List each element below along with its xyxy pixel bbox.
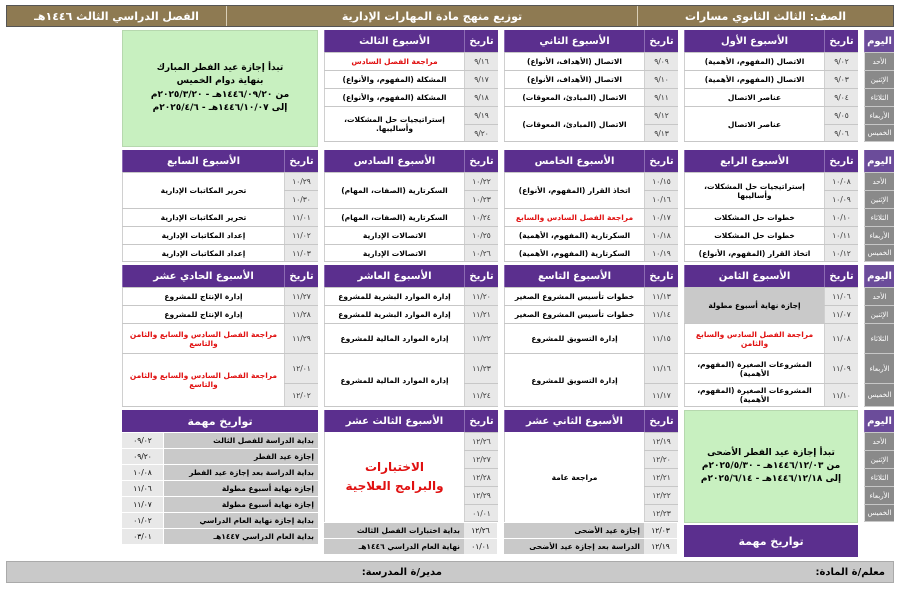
lesson-cell: خطوات تأسيس المشروع الصغير xyxy=(504,306,644,323)
band-2 xyxy=(6,150,894,262)
event-name: إجازة عيد الفطر xyxy=(164,449,318,464)
date-header: تاريخ xyxy=(824,30,858,52)
lesson-cell: اتخاذ القرار (المفهوم، الأنواع) xyxy=(684,245,824,261)
event-date: ١٢/٢٦ xyxy=(464,523,498,538)
day-cell: الثلاثاء xyxy=(864,324,894,353)
week-8 xyxy=(684,265,858,407)
date-cell: ١١/٢٣ xyxy=(464,354,498,383)
date-header: تاريخ xyxy=(644,30,678,52)
footer-bar xyxy=(6,561,894,583)
date-header: تاريخ xyxy=(644,410,678,432)
date-header: تاريخ xyxy=(284,150,318,172)
event-date: ١١/٠٦ xyxy=(122,481,164,496)
day-header: اليوم xyxy=(864,30,894,52)
day-cell: الأحد xyxy=(864,433,894,450)
week-title: الأسبوع العاشر xyxy=(324,265,464,287)
week-title: الأسبوع الحادي عشر xyxy=(122,265,284,287)
important-dates-title: تواريخ مهمة xyxy=(122,410,318,432)
day-cell: الثلاثاء xyxy=(864,209,894,226)
date-cell: ٩/٠٥ xyxy=(824,107,858,124)
lesson-cell: خطوات تأسيس المشروع الصغير xyxy=(504,288,644,305)
note-line: إلى ١٤٤٦/١٠/٠٧هـ - ٢٠٢٥/٤/٦م xyxy=(152,102,288,113)
date-cell: ١٢/٢٠ xyxy=(644,451,678,468)
date-cell: ١٠/٢٣ xyxy=(464,191,498,208)
lesson-cell: الاتصال (المفهوم، الأهمية) xyxy=(684,71,824,88)
eid-fitr-note xyxy=(122,30,318,147)
event-name: بداية الدراسة للفصل الثالث xyxy=(164,433,318,448)
lesson-cell: مراجعة الفصل السادس xyxy=(324,53,464,70)
lesson-cell: الاتصال (الأهداف، الأنواع) xyxy=(504,71,644,88)
event-date: ٠٣/٠١ xyxy=(122,529,164,544)
date-cell: ٩/٠٦ xyxy=(824,125,858,141)
lesson-cell: إدارة الإنتاج للمشروع xyxy=(122,288,284,305)
date-cell: ١٢/٢٧ xyxy=(464,451,498,468)
event-name: بداية اختبارات الفصل الثالث xyxy=(324,523,464,538)
class-label: الصف: الثالث الثانوي مسارات xyxy=(638,6,893,26)
date-cell: ٩/١٩ xyxy=(464,107,498,124)
event-name: بداية الدراسة بعد إجازة عيد الفطر xyxy=(164,465,318,480)
week-title: الأسبوع الرابع xyxy=(684,150,824,172)
day-column xyxy=(864,410,894,557)
lesson-cell: الاتصال (المبادئ، المعوقات) xyxy=(504,107,644,141)
important-dates-title-b: تواريخ مهمة xyxy=(684,525,858,557)
note-line: من ١٤٤٦/٠٩/٢٠هـ - ٢٠٢٥/٣/٢٠م xyxy=(150,89,290,100)
lesson-cell: الاتصال (الأهداف، الأنواع) xyxy=(504,53,644,70)
date-cell: ١١/١٦ xyxy=(644,354,678,383)
day-cell: الخميس xyxy=(864,245,894,261)
lesson-cell: مراجعة الفصل السادس والسابع والثامن والتاسع xyxy=(122,324,284,353)
date-cell: ١٠/٢٦ xyxy=(464,245,498,261)
event-name: إجازة عيد الأضحى xyxy=(504,523,644,538)
day-cell: الأربعاء xyxy=(864,487,894,504)
band-4 xyxy=(6,410,894,557)
date-cell: ٩/١٠ xyxy=(644,71,678,88)
lesson-cell: السكرتارية (المفهوم، الأهمية) xyxy=(504,245,644,261)
day-column xyxy=(864,150,894,262)
day-cell: الثلاثاء xyxy=(864,89,894,106)
date-cell: ٩/٠٢ xyxy=(824,53,858,70)
lesson-cell: إجازة نهاية أسبوع مطولة xyxy=(684,288,824,323)
date-cell: ٩/١٨ xyxy=(464,89,498,106)
day-header: اليوم xyxy=(864,265,894,287)
day-cell: الأربعاء xyxy=(864,354,894,383)
date-cell: ١٠/١١ xyxy=(824,227,858,244)
week-2 xyxy=(504,30,678,147)
date-cell: ١٠/٢٤ xyxy=(464,209,498,226)
week-title: الأسبوع الأول xyxy=(684,30,824,52)
event-name: نهاية العام الدراسي ١٤٤٦هـ xyxy=(324,539,464,554)
exams-line: والبرامج العلاجية xyxy=(345,479,444,493)
day-header: اليوم xyxy=(864,410,894,432)
date-cell: ١٢/٢٨ xyxy=(464,469,498,486)
day-cell: الأربعاء xyxy=(864,227,894,244)
lesson-cell: خطوات حل المشكلات xyxy=(684,209,824,226)
date-cell: ١٠/١٢ xyxy=(824,245,858,261)
event-name: إجازة نهاية أسبوع مطولة xyxy=(164,497,318,512)
lesson-cell: إستراتيجيات حل المشكلات، وأساليبها xyxy=(684,173,824,208)
week-13 xyxy=(324,410,498,557)
date-cell: ١١/٢٧ xyxy=(284,288,318,305)
lesson-cell: إدارة الموارد المالية للمشروع xyxy=(324,324,464,353)
date-cell: ١١/٢٠ xyxy=(464,288,498,305)
week-title: الأسبوع الثالث عشر xyxy=(324,410,464,432)
week-10 xyxy=(324,265,498,407)
date-cell: ٩/١١ xyxy=(644,89,678,106)
date-header: تاريخ xyxy=(464,30,498,52)
lesson-cell: إدارة التسويق للمشروع xyxy=(504,324,644,353)
day-column xyxy=(864,30,894,147)
week-title: الأسبوع السادس xyxy=(324,150,464,172)
header-bar xyxy=(6,5,894,27)
date-header: تاريخ xyxy=(824,150,858,172)
date-cell: ١٠/٣٠ xyxy=(284,191,318,208)
lesson-cell: السكرتارية (الصفات، المهام) xyxy=(324,209,464,226)
week-12 xyxy=(504,410,678,557)
date-cell: ١١/١٠ xyxy=(824,384,858,406)
date-cell: ١٠/٢٩ xyxy=(284,173,318,190)
lesson-cell: الاتصال (المفهوم، الأهمية) xyxy=(684,53,824,70)
lesson-cell: مراجعة الفصل السادس والسابع والثامن xyxy=(684,324,824,353)
week-6 xyxy=(324,150,498,262)
day-cell: الإثنين xyxy=(864,451,894,468)
general-review-cell: مراجعة عامة xyxy=(504,432,644,522)
day-cell: الخميس xyxy=(864,125,894,141)
date-cell: ٩/٠٩ xyxy=(644,53,678,70)
lesson-cell: المشكلة (المفهوم، والأنواع) xyxy=(324,71,464,88)
week-title: الأسبوع السابع xyxy=(122,150,284,172)
date-cell: ١١/٢٢ xyxy=(464,324,498,353)
event-name: بداية إجازة نهاية العام الدراسي xyxy=(164,513,318,528)
day-cell: الأحد xyxy=(864,288,894,305)
date-cell: ١٢/٢٦ xyxy=(464,433,498,450)
date-cell: ١٠/١٧ xyxy=(644,209,678,226)
lesson-cell: المشروعات الصغيرة (المفهوم، الأهمية) xyxy=(684,384,824,406)
exams-cell xyxy=(324,432,464,522)
lesson-cell: إعداد المكاتبات الإدارية xyxy=(122,245,284,261)
day-cell: الأربعاء xyxy=(864,107,894,124)
date-cell: ١٠/٢٢ xyxy=(464,173,498,190)
week-title: الأسبوع الثالث xyxy=(324,30,464,52)
day-cell: الثلاثاء xyxy=(864,469,894,486)
date-cell: ١٢/٢٣ xyxy=(644,505,678,521)
week-11 xyxy=(122,265,318,407)
event-name: إجازة نهاية أسبوع مطولة xyxy=(164,481,318,496)
lesson-cell: تحرير المكاتبات الإدارية xyxy=(122,209,284,226)
important-dates xyxy=(122,410,318,557)
date-cell: ٠١/٠١ xyxy=(464,505,498,521)
week-1 xyxy=(684,30,858,147)
teacher-signature-field: معلم/ة المادة: xyxy=(815,566,885,578)
day-cell: الإثنين xyxy=(864,306,894,323)
date-cell: ٩/١٢ xyxy=(644,107,678,124)
date-cell: ١٠/٠٨ xyxy=(824,173,858,190)
day-column xyxy=(864,265,894,407)
date-cell: ٩/٢٠ xyxy=(464,125,498,141)
principal-signature-field: مدير/ة المدرسة: xyxy=(361,566,442,578)
term-label: الفصل الدراسي الثالث ١٤٤٦هـ xyxy=(7,6,227,26)
lesson-cell: إستراتيجيات حل المشكلات، وأساليبها. xyxy=(324,107,464,141)
date-cell: ٩/٠٣ xyxy=(824,71,858,88)
event-name: بداية العام الدراسي ١٤٤٧هـ xyxy=(164,529,318,544)
date-cell: ١١/٠٢ xyxy=(284,227,318,244)
day-cell: الأحد xyxy=(864,173,894,190)
note-line: تبدأ إجازة عيد الفطر الأضحى xyxy=(707,447,835,458)
note-line: بنهاية دوام الخميس xyxy=(176,76,264,87)
lesson-cell: إعداد المكاتبات الإدارية xyxy=(122,227,284,244)
date-cell: ١٠/١٨ xyxy=(644,227,678,244)
date-cell: ١٢/٠٢ xyxy=(284,384,318,406)
date-cell: ٩/١٧ xyxy=(464,71,498,88)
date-header: تاريخ xyxy=(464,265,498,287)
date-cell: ٩/١٣ xyxy=(644,125,678,141)
date-cell: ١٢/٢٢ xyxy=(644,487,678,504)
event-name: الدراسة بعد إجازة عيد الأضحى xyxy=(504,539,644,554)
band-3 xyxy=(6,265,894,407)
week-title: الأسبوع الثامن xyxy=(684,265,824,287)
lesson-cell: عناصر الاتصال xyxy=(684,89,824,106)
note-line: من ١٤٤٦/١٢/٠٣هـ - ٢٠٢٥/٥/٣٠م xyxy=(701,460,841,471)
event-date: ١٠/٠٨ xyxy=(122,465,164,480)
day-header: اليوم xyxy=(864,150,894,172)
eid-adha-note xyxy=(684,410,858,523)
date-cell: ٩/١٦ xyxy=(464,53,498,70)
date-cell: ١٠/٢٥ xyxy=(464,227,498,244)
lesson-cell: السكرتارية (الصفات، المهام) xyxy=(324,173,464,208)
date-header: تاريخ xyxy=(284,265,318,287)
date-cell: ١١/٢٩ xyxy=(284,324,318,353)
week-3 xyxy=(324,30,498,147)
lesson-cell: خطوات حل المشكلات xyxy=(684,227,824,244)
week-7 xyxy=(122,150,318,262)
exams-line: الاختبارات xyxy=(364,459,425,474)
day-cell: الخميس xyxy=(864,505,894,521)
lesson-cell: إدارة الموارد المالية للمشروع xyxy=(324,354,464,406)
date-cell: ١١/١٧ xyxy=(644,384,678,406)
week-5 xyxy=(504,150,678,262)
week-9 xyxy=(504,265,678,407)
date-header: تاريخ xyxy=(464,410,498,432)
day-cell: الإثنين xyxy=(864,191,894,208)
day-cell: الخميس xyxy=(864,384,894,406)
week-title: الأسبوع الثاني xyxy=(504,30,644,52)
date-cell: ٩/٠٤ xyxy=(824,89,858,106)
lesson-cell: مراجعة الفصل السادس والسابع xyxy=(504,209,644,226)
lesson-cell: إدارة الإنتاج للمشروع xyxy=(122,306,284,323)
event-date: ١٢/١٩ xyxy=(644,539,678,554)
event-date: ١١/٠٧ xyxy=(122,497,164,512)
date-cell: ١٠/٠٩ xyxy=(824,191,858,208)
date-header: تاريخ xyxy=(644,265,678,287)
date-cell: ١١/٠٣ xyxy=(284,245,318,261)
date-cell: ١٢/٢١ xyxy=(644,469,678,486)
date-cell: ١١/١٣ xyxy=(644,288,678,305)
date-cell: ١١/٠٨ xyxy=(824,324,858,353)
note-line: إلى ١٤٤٦/١٢/١٨هـ - ٢٠٢٥/٦/١٤م xyxy=(700,474,842,485)
date-cell: ١٢/٠١ xyxy=(284,354,318,383)
band-1 xyxy=(6,30,894,147)
date-cell: ١١/٠١ xyxy=(284,209,318,226)
event-date: ٠١/٠٢ xyxy=(122,513,164,528)
date-cell: ١١/١٥ xyxy=(644,324,678,353)
lesson-cell: عناصر الاتصال xyxy=(684,107,824,141)
lesson-cell: إدارة الموارد البشرية للمشروع xyxy=(324,288,464,305)
date-cell: ١١/٢٤ xyxy=(464,384,498,406)
date-cell: ١٠/١٥ xyxy=(644,173,678,190)
date-cell: ١١/٠٩ xyxy=(824,354,858,383)
date-header: تاريخ xyxy=(464,150,498,172)
week-title: الأسبوع التاسع xyxy=(504,265,644,287)
event-date: ٠٩/٢٠ xyxy=(122,449,164,464)
date-header: تاريخ xyxy=(644,150,678,172)
date-cell: ١٠/١٦ xyxy=(644,191,678,208)
lesson-cell: المشكلة (المفهوم، والأنواع) xyxy=(324,89,464,106)
date-cell: ١٢/١٩ xyxy=(644,433,678,450)
lesson-cell: الاتصالات الإدارية xyxy=(324,227,464,244)
event-date: ٠١/٠١ xyxy=(464,539,498,554)
date-cell: ١٢/٢٩ xyxy=(464,487,498,504)
date-header: تاريخ xyxy=(824,265,858,287)
event-date: ١٢/٠٣ xyxy=(644,523,678,538)
lesson-cell: السكرتارية (المفهوم، الأهمية) xyxy=(504,227,644,244)
day-cell: الإثنين xyxy=(864,71,894,88)
date-cell: ١١/١٤ xyxy=(644,306,678,323)
week-4 xyxy=(684,150,858,262)
lesson-cell: المشروعات الصغيرة (المفهوم، الأهمية) xyxy=(684,354,824,383)
week-title: الأسبوع الثاني عشر xyxy=(504,410,644,432)
date-cell: ١١/٠٧ xyxy=(824,306,858,323)
date-cell: ١١/٢٨ xyxy=(284,306,318,323)
date-cell: ١١/٢١ xyxy=(464,306,498,323)
lesson-cell: الاتصالات الإدارية xyxy=(324,245,464,261)
day-cell: الأحد xyxy=(864,53,894,70)
lesson-cell: إدارة التسويق للمشروع xyxy=(504,354,644,406)
date-cell: ١٠/١٩ xyxy=(644,245,678,261)
event-date: ٠٩/٠٢ xyxy=(122,433,164,448)
lesson-cell: اتخاذ القرار (المفهوم، الأنواع) xyxy=(504,173,644,208)
date-cell: ١٠/١٠ xyxy=(824,209,858,226)
adha-column xyxy=(684,410,858,557)
page-title: توزيع منهج مادة المهارات الإدارية xyxy=(227,6,638,26)
lesson-cell: تحرير المكاتبات الإدارية xyxy=(122,173,284,208)
date-cell: ١١/٠٦ xyxy=(824,288,858,305)
lesson-cell: إدارة الموارد البشرية للمشروع xyxy=(324,306,464,323)
lesson-cell: مراجعة الفصل السادس والسابع والثامن والتاسع xyxy=(122,354,284,406)
note-line: تبدأ إجازة عيد الفطر المبارك xyxy=(156,63,284,74)
lesson-cell: الاتصال (المبادئ، المعوقات) xyxy=(504,89,644,106)
week-title: الأسبوع الخامس xyxy=(504,150,644,172)
